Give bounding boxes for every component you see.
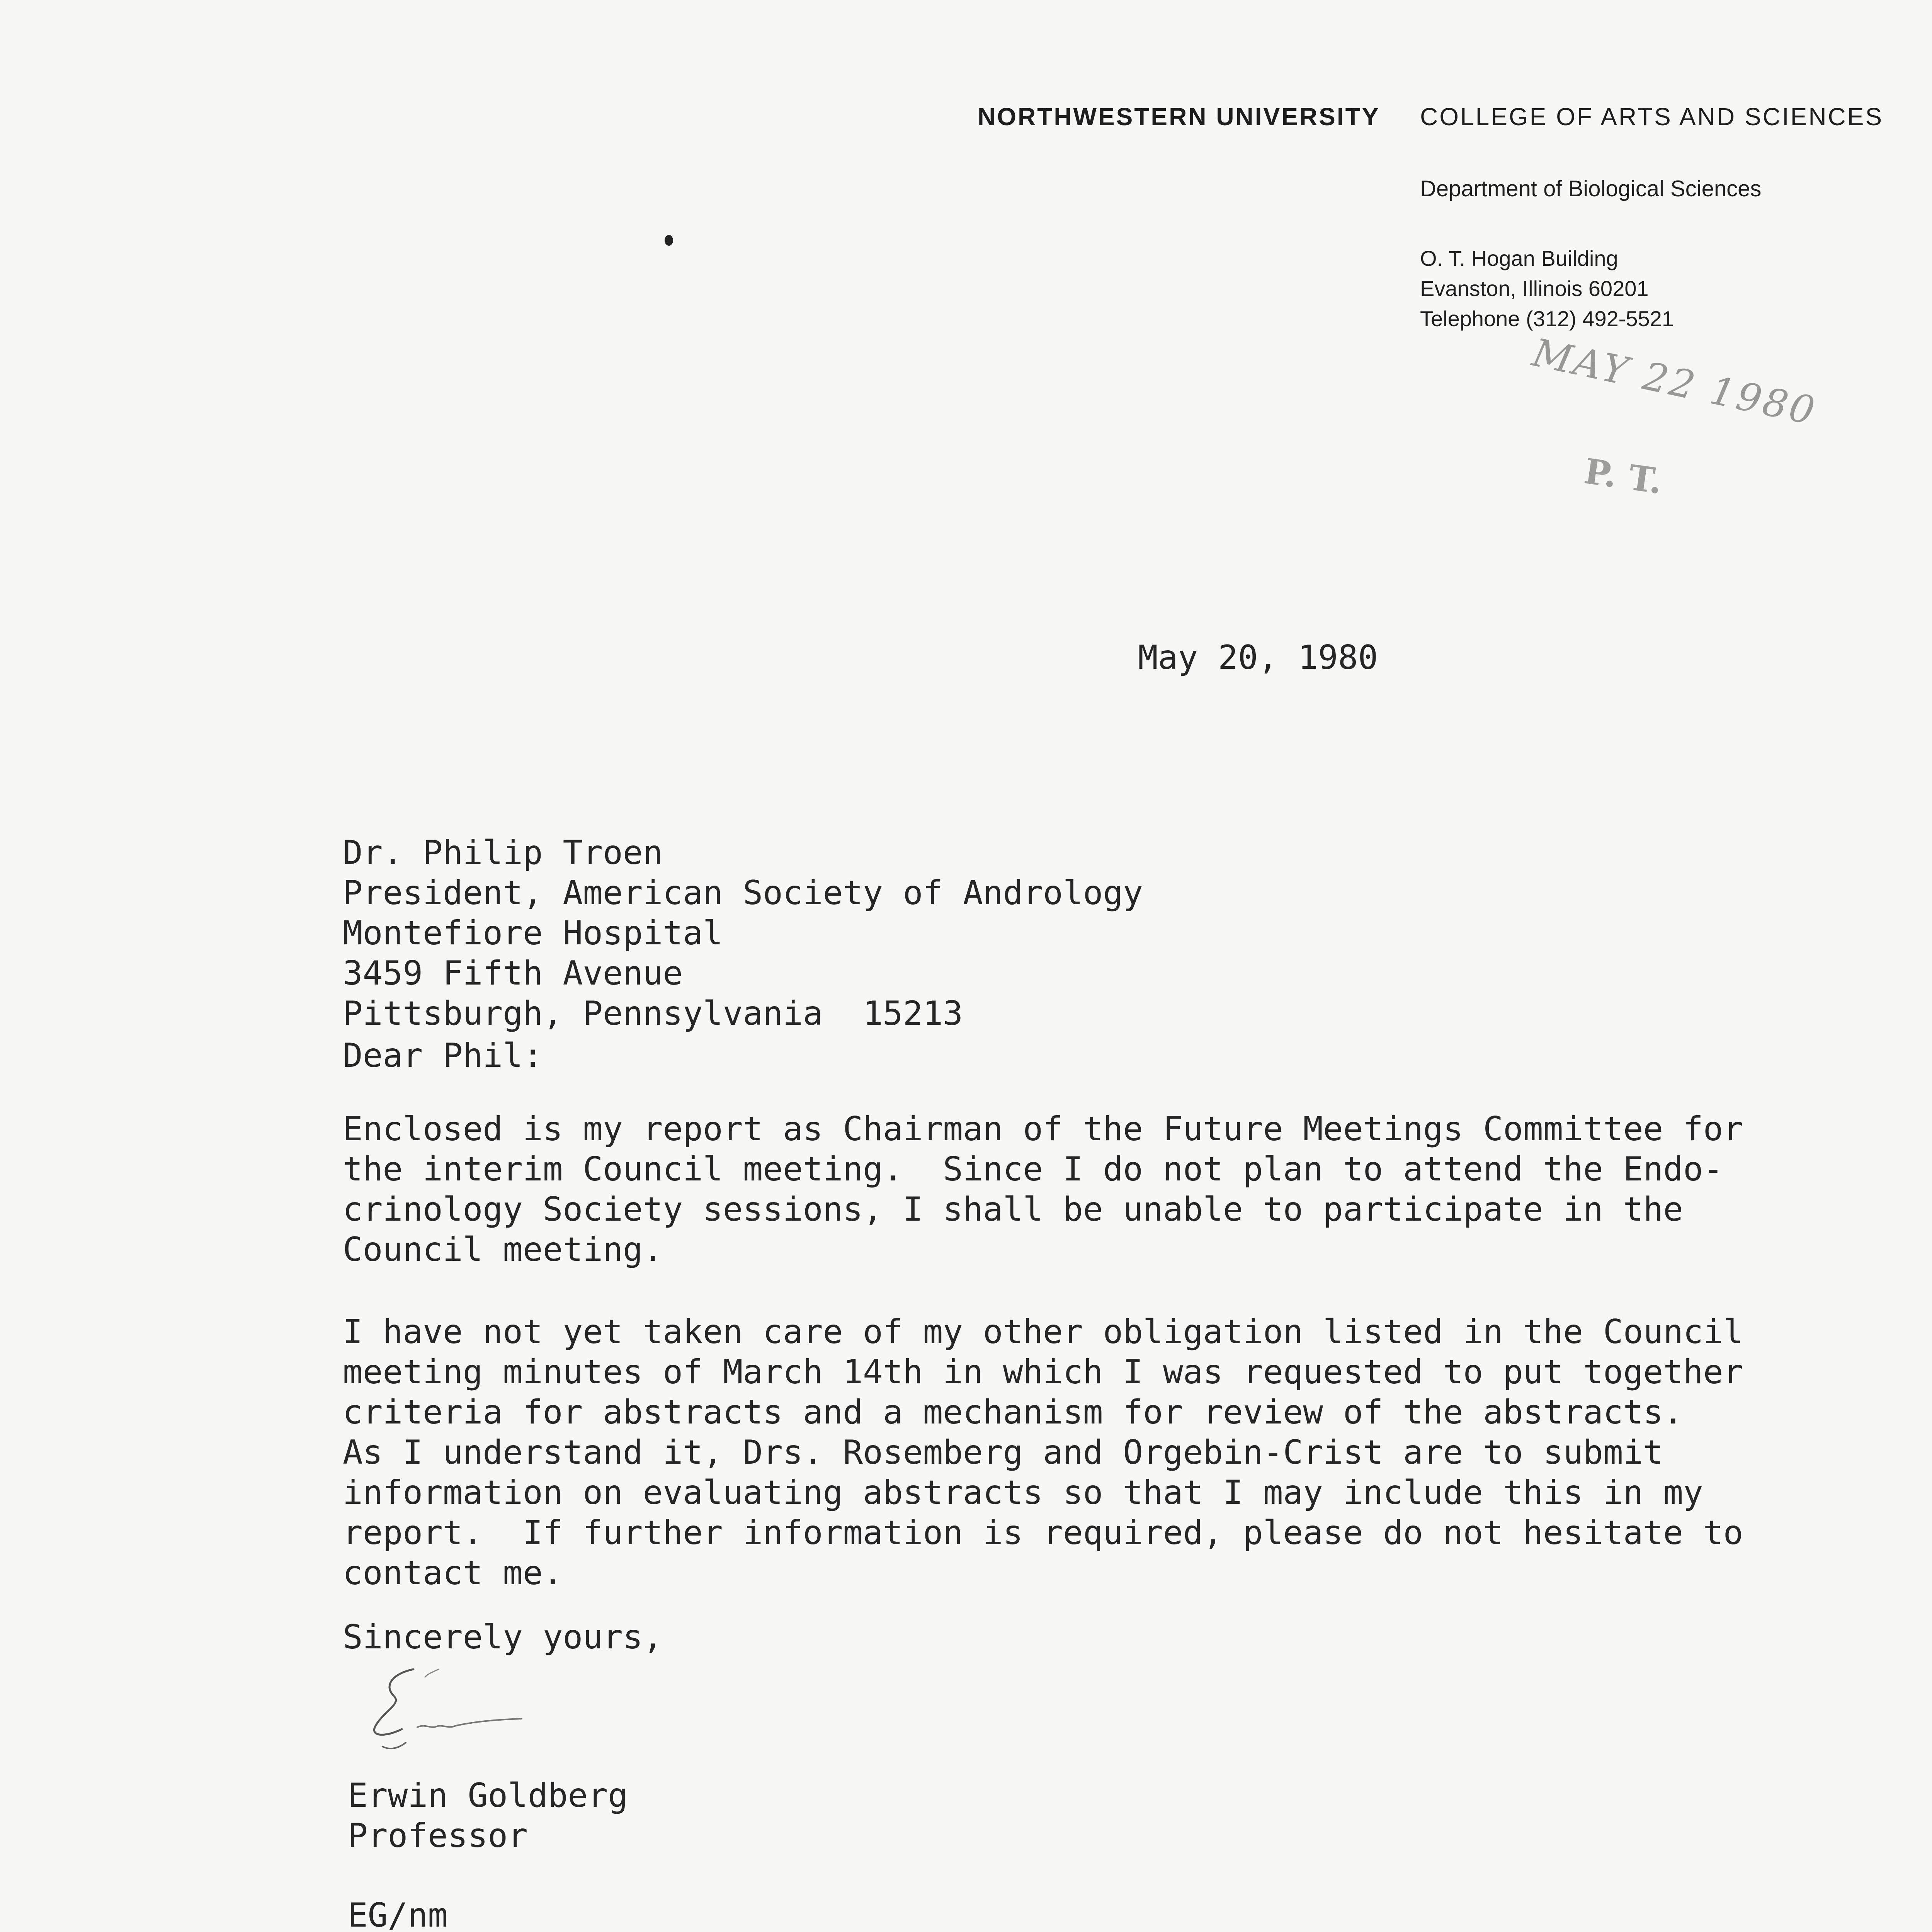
recipient-line: Dr. Philip Troen <box>343 833 663 872</box>
body-paragraph-1 <box>343 1109 1743 1270</box>
body-line: I have not yet taken care of my other obligation listed in the Council <box>343 1313 1743 1351</box>
letterhead-department: Department of Biological Sciences <box>1420 176 1762 201</box>
received-initials-stamp: P. T. <box>1582 451 1665 502</box>
letterhead-college: COLLEGE OF ARTS AND SCIENCES <box>1420 103 1884 131</box>
recipient-line: President, American Society of Andrology <box>343 874 1143 912</box>
signer-name: Erwin Goldberg <box>348 1776 628 1815</box>
body-line: Council meeting. <box>343 1230 663 1269</box>
salutation: Dear Phil: <box>343 1036 543 1075</box>
body-paragraph-2 <box>343 1312 1743 1593</box>
letter-date: May 20, 1980 <box>1138 638 1378 677</box>
body-line: As I understand it, Drs. Rosemberg and Orgebin-Crist are to submit <box>343 1433 1663 1472</box>
recipient-line: Montefiore Hospital <box>343 914 723 952</box>
recipient-line: Pittsburgh, Pennsylvania 15213 <box>343 994 963 1033</box>
body-line: crinology Society sessions, I shall be unable to participate in the <box>343 1190 1684 1229</box>
letterhead-address <box>1420 243 1674 334</box>
body-line: meeting minutes of March 14th in which I was requested to put together <box>343 1353 1743 1391</box>
body-line: the interim Council meeting. Since I do not plan to attend the Endo- <box>343 1150 1723 1189</box>
body-line: report. If further information is required, please do not hesitate to <box>343 1514 1743 1552</box>
closing: Sincerely yours, <box>343 1618 663 1656</box>
recipient-line: 3459 Fifth Avenue <box>343 954 683 993</box>
letterhead-address-line: Evanston, Illinois 60201 <box>1420 276 1649 301</box>
body-line: Enclosed is my report as Chairman of the Future Meetings Committee for <box>343 1110 1743 1148</box>
letterhead-address-line: Telephone (312) 492-5521 <box>1420 306 1674 331</box>
signer-title: Professor <box>348 1816 528 1855</box>
received-date-stamp: MAY 22 1980 <box>1529 330 1821 434</box>
reference-initials: EG/nm <box>348 1896 448 1932</box>
signer-block <box>348 1776 628 1856</box>
ink-dot-mark <box>665 235 673 246</box>
handwritten-signature <box>359 1654 630 1770</box>
body-line: contact me. <box>343 1554 563 1592</box>
reference-block <box>348 1895 448 1932</box>
letterhead-address-line: O. T. Hogan Building <box>1420 246 1618 270</box>
recipient-address-block <box>343 833 1143 1034</box>
body-line: criteria for abstracts and a mechanism for review of the abstracts. <box>343 1393 1684 1432</box>
body-line: information on evaluating abstracts so that I may include this in my <box>343 1473 1703 1512</box>
letterhead-university: NORTHWESTERN UNIVERSITY <box>978 103 1380 131</box>
